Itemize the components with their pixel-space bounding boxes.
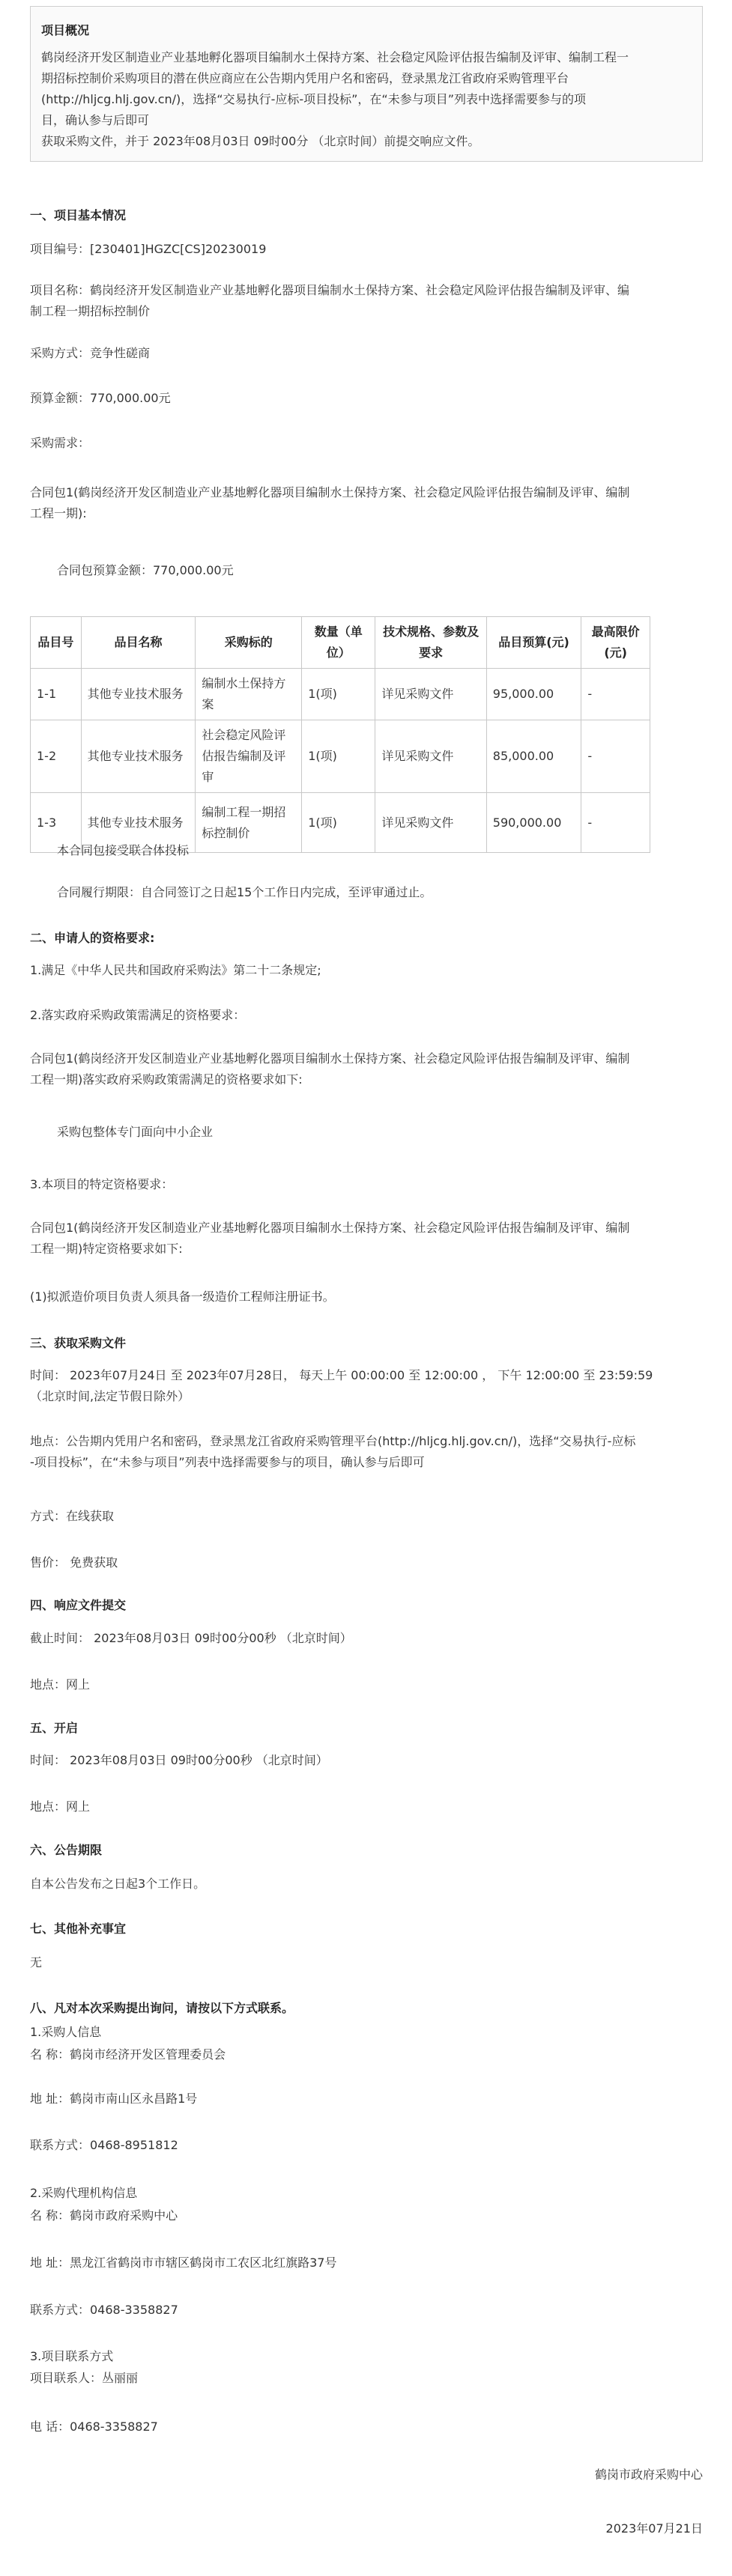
- table-cell: 编制工程一期招标控制价: [196, 793, 302, 853]
- section-heading: 八、凡对本次采购提出询问，请按以下方式联系。: [30, 2001, 294, 2015]
- issue-date: 2023年07月21日: [605, 2521, 703, 2536]
- table-row: [31, 669, 650, 720]
- contact-phone: 电 话：0468-3358827: [30, 2419, 158, 2434]
- section-heading: 三、获取采购文件: [30, 1336, 127, 1350]
- acquire-time: 时间： 2023年07月24日 至 2023年07月28日， 每天上午 00:00:00 至 12:00:00 ， 下午 12:00:00 至 23:59:59: [30, 1368, 653, 1382]
- agent-name: 名 称：鹤岗市政府采购中心: [30, 2208, 178, 2223]
- requirement-text: 2.落实政府采购政策需满足的资格要求：: [30, 1008, 246, 1022]
- acquire-time: （北京时间,法定节假日除外）: [30, 1389, 190, 1403]
- table-cell: 85,000.00: [486, 720, 581, 793]
- requirement-text: (1)拟派造价项目负责人须具备一级造价工程师注册证书。: [30, 1289, 335, 1304]
- announcement-period: 自本公告发布之日起3个工作日。: [30, 1877, 206, 1891]
- submission-deadline: 截止时间： 2023年08月03日 09时00分00秒 （北京时间）: [30, 1631, 352, 1645]
- table-cell: 1-2: [31, 720, 82, 793]
- acquire-place: 地点：公告期内凭用户名和密码，登录黑龙江省政府采购管理平台(http://hljcg.hlj.gov.cn/)，选择“交易执行-应标: [30, 1434, 636, 1448]
- table-row: [31, 720, 650, 793]
- summary-title: 项目概况: [41, 23, 90, 37]
- requirement-text: 工程一期)落实政府采购政策需满足的资格要求如下:: [30, 1072, 303, 1087]
- buyer-title: 1.采购人信息: [30, 2025, 102, 2039]
- column-header: 技术规格、参数及要求: [375, 617, 486, 669]
- buyer-address: 地 址：鹤岗市南山区永昌路1号: [30, 2092, 198, 2106]
- column-header: 采购标的: [196, 617, 302, 669]
- requirement-text: 3.本项目的特定资格要求：: [30, 1177, 174, 1191]
- contract-period: 合同履行期限：自合同签订之日起15个工作日内完成，至评审通过止。: [57, 885, 432, 899]
- summary-line: 期招标控制价采购项目的潜在供应商应在公告期内凭用户名和密码，登录黑龙江省政府采购管理平台: [41, 71, 569, 85]
- requirement-text: 工程一期)特定资格要求如下:: [30, 1242, 183, 1256]
- section-heading: 六、公告期限: [30, 1843, 103, 1857]
- project-name-line: 制工程一期招标控制价: [30, 304, 151, 318]
- agent-title: 2.采购代理机构信息: [30, 2186, 138, 2200]
- summary-line: 目，确认参与后即可: [41, 113, 150, 127]
- procurement-method: 采购方式：竞争性磋商: [30, 346, 151, 360]
- table-cell: 社会稳定风险评估报告编制及评审: [196, 720, 302, 793]
- section-heading: 五、开启: [30, 1721, 79, 1735]
- buyer-name: 名 称：鹤岗市经济开发区管理委员会: [30, 2047, 226, 2062]
- acquire-price: 售价： 免费获取: [30, 1555, 118, 1570]
- budget-amount: 预算金额：770,000.00元: [30, 391, 171, 405]
- contract-package-line: 合同包1(鹤岗经济开发区制造业产业基地孵化器项目编制水土保持方案、社会稳定风险评估报告编制及评审、编制: [30, 485, 630, 499]
- agent-phone: 联系方式：0468-3358827: [30, 2303, 178, 2317]
- section-heading: 一、项目基本情况: [30, 208, 127, 222]
- table-cell: 1(项): [302, 720, 375, 793]
- issuing-organization: 鹤岗市政府采购中心: [594, 2467, 703, 2482]
- buyer-phone: 联系方式：0468-8951812: [30, 2138, 178, 2152]
- package-budget: 合同包预算金额：770,000.00元: [57, 563, 234, 577]
- column-header: 数量（单位）: [302, 617, 375, 669]
- table-cell: 其他专业技术服务: [81, 793, 196, 853]
- contact-title: 3.项目联系方式: [30, 2349, 114, 2363]
- table-cell: -: [581, 720, 650, 793]
- project-summary-box: [30, 6, 703, 162]
- agent-address: 地 址：黑龙江省鹤岗市市辖区鹤岗市工农区北红旗路37号: [30, 2255, 337, 2270]
- consortium-note: 本合同包接受联合体投标: [57, 843, 190, 857]
- requirement-text: 合同包1(鹤岗经济开发区制造业产业基地孵化器项目编制水土保持方案、社会稳定风险评估报告编制及评审、编制: [30, 1221, 630, 1235]
- project-number: 项目编号：[230401]HGZC[CS]20230019: [30, 242, 267, 256]
- requirement-text: 1.满足《中华人民共和国政府采购法》第二十二条规定;: [30, 963, 321, 977]
- summary-line: (http://hljcg.hlj.gov.cn/)，选择“交易执行-应标-项目投标”，在“未参与项目”列表中选择需要参与的项: [41, 92, 586, 106]
- section-heading: 四、响应文件提交: [30, 1598, 127, 1612]
- table-cell: 详见采购文件: [375, 669, 486, 720]
- opening-time: 时间： 2023年08月03日 09时00分00秒 （北京时间）: [30, 1753, 328, 1767]
- table-cell: -: [581, 669, 650, 720]
- table-cell: 1(项): [302, 669, 375, 720]
- project-name-line: 项目名称：鹤岗经济开发区制造业产业基地孵化器项目编制水土保持方案、社会稳定风险评估报告编制及评审、编: [30, 283, 630, 297]
- column-header: 品目名称: [81, 617, 196, 669]
- table-cell: 590,000.00: [486, 793, 581, 853]
- column-header: 品目号: [31, 617, 82, 669]
- table-cell: 其他专业技术服务: [81, 720, 196, 793]
- table-cell: 1(项): [302, 793, 375, 853]
- contact-person: 项目联系人：丛丽丽: [30, 2371, 139, 2385]
- procurement-needs-label: 采购需求：: [30, 436, 91, 450]
- requirement-text: 采购包整体专门面向中小企业: [57, 1125, 214, 1139]
- table-cell: 95,000.00: [486, 669, 581, 720]
- acquire-way: 方式：在线获取: [30, 1509, 115, 1523]
- column-header: 品目预算(元): [486, 617, 581, 669]
- table-cell: 其他专业技术服务: [81, 669, 196, 720]
- announcement-page: [30, 0, 703, 2576]
- opening-place: 地点：网上: [30, 1799, 91, 1814]
- table-cell: -: [581, 793, 650, 853]
- table-cell: 编制水土保持方案: [196, 669, 302, 720]
- column-header: 最高限价(元): [581, 617, 650, 669]
- acquire-place: -项目投标”，在“未参与项目”列表中选择需要参与的项目，确认参与后即可: [30, 1455, 425, 1469]
- submission-place: 地点：网上: [30, 1677, 91, 1692]
- table-header-row: [31, 617, 650, 669]
- contract-package-line: 工程一期):: [30, 506, 87, 520]
- section-heading: 七、其他补充事宜: [30, 1922, 127, 1936]
- section-heading: 二、申请人的资格要求:: [30, 931, 155, 945]
- table-cell: 详见采购文件: [375, 793, 486, 853]
- table-cell: 1-1: [31, 669, 82, 720]
- other-matters: 无: [30, 1955, 43, 1969]
- table-cell: 1-3: [31, 793, 82, 853]
- requirement-text: 合同包1(鹤岗经济开发区制造业产业基地孵化器项目编制水土保持方案、社会稳定风险评估报告编制及评审、编制: [30, 1051, 630, 1066]
- summary-line: 获取采购文件，并于 2023年08月03日 09时00分 （北京时间）前提交响应文件。: [41, 134, 480, 148]
- summary-line: 鹤岗经济开发区制造业产业基地孵化器项目编制水土保持方案、社会稳定风险评估报告编制及评审、编制工程一: [41, 50, 629, 64]
- package-items-table: [30, 616, 650, 853]
- table-cell: 详见采购文件: [375, 720, 486, 793]
